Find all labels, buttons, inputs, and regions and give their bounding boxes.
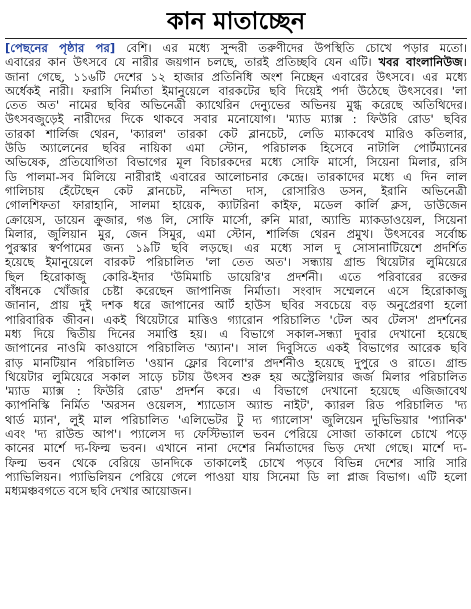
news-source-label: খবর বাংলানিউজ (378, 55, 463, 70)
article-line: মধ্যমঞ্চবগতে বসে ছবি দেখার আয়োজন। (5, 484, 192, 499)
article-line: অর্ধেকই নারী। ফরাসি নির্মাতা ইমানুয়েলে বারকটের ছবি দিয়েই পর্দা উঠেছে উৎসবের। 'লা (5, 83, 467, 98)
article-body (5, 41, 467, 607)
article-line: প্যাভিলিয়ন। প্যাভিলিয়ন পেরিয়ে গেলে পাওয়া যায় সিনেমা ডি লা প্লাজ বিভাগ। এটি হলো (5, 469, 467, 484)
article-line: থিয়েটার লুমিয়েরে সকাল সাড়ে চটায় উৎসব শুরু হয় অস্ট্রেলিয়ার জর্জ মিলার পরিচালিত (5, 369, 467, 384)
article-line: এবং 'দ্য রাউন্ড আপ'। প্যালেস দ্য ফেস্টিভ্যাল ভবন পেরিয়ে সোজা তাকালে চোখে পড়ে (5, 427, 467, 442)
article-line: জানান, প্রায় দুই দশক ধরে জাপানের আর্ট হাউস ছবির সবচেয়ে বড় অনুপ্রেরণা হলো (5, 298, 467, 313)
article-line (5, 55, 467, 69)
article-line: 'ম্যাড ম্যাক্স : ফিউরি রোড' প্রদর্শন করে। এ বিভাগে দেখানো হয়েছে এজিজাবেথ (5, 384, 467, 399)
article-line-text: বেশি। এর মধ্যে সুন্দরী তরুণীদের উপস্থিতি চোখে পড়ার মতো। (115, 41, 467, 55)
article-line: গালিচায় হেঁটেছেন কেট ব্লানচেট, নন্দিতা দাস, রোসারিও ডসন, ইরানি অভিনেত্রী (5, 183, 467, 198)
article-headline: কান মাতাচ্ছেন (166, 7, 306, 35)
article-line: অভিষেক, প্রতিযোগিতা বিভাগের মূল বিচারকদের মধ্যে সোফি মার্সো, সিয়েনা মিলার, রসি (5, 155, 467, 170)
article-line: তেত অত' নামের ছবির অভিনেত্রী ক্যাথেরিন দেন্যুভের অভিনয় মুগ্ধ করেছে অতিথিদের। (5, 98, 467, 113)
continued-from-label: [পেছনের পৃষ্ঠার পর] (5, 41, 116, 55)
article-line: ডি পালমা-সব মিলিয়ে নারীরাই এবারের আলোচনার কেন্দ্রে। তারকাদের মধ্যে এ দিন লাল (5, 169, 467, 184)
article-line: জাপানের নাওমি কাওয়াসে পরিচালিত 'অ্যান'। সাল দিবুসিতে একই বিভাগের আরেক ছবি (5, 341, 467, 356)
article-line: উডি অ্যালেনের ছবির নায়িকা এমা স্টোন, পরিচালক হিসেবে নাটালি পোর্টম্যানের (5, 141, 467, 156)
article-line: ফিল্ম ভবন থেকে বেরিয়ে ডানদিকে তাকালেই চোখে পড়বে বিভিন্ন দেশের সারি সারি (5, 455, 467, 470)
article-line: তারকা শার্লিজ থেরন, 'ক্যারল' তারকা কেট ব্লানচেট, লেডি ম্যাকবেথ মারিও কতিলার, (5, 126, 467, 141)
article-line: পারিবারিক জীবন। একই থিয়েটারে মাত্তিও গ্যারোন পরিচালিত 'টেল অব টেলস' প্রদর্শনের (5, 312, 467, 327)
article-line: গোলশিফতা ফারাহানি, সালমা হায়েক, ক্যাটরিনা কাইফ, মডেল কার্লি ক্লস, ডাউজেন (5, 198, 467, 213)
article-line: পুরস্কার স্বর্ণপামের জন্য ১৯টি ছবি লড়ছে। এর মধ্যে সাল দু সোসানাটিয়েশে প্রদর্শিত (5, 241, 467, 256)
article-line: বাঁধনকে খোঁজার চেষ্টা করেছেন জাপানিজ নির্মাতা। সংবাদ সম্মেলনে এসে হিরোকাজু (5, 284, 467, 299)
article-line: থার্ড ম্যান', লুই মাল পরিচালিত 'এলিভেটর টু দ্য গ্যালোস' জুলিয়েন দুভিভিয়ার 'প্যানিক' (5, 412, 467, 427)
article-line: মধ্য দিয়ে দ্বিতীয় দিনের সমাপ্তি হয়। এ বিভাগে সকাল-সন্ধ্যা দুবার দেখানো হয়েছে (5, 326, 467, 341)
article-line: মিলার, জুলিয়ান মুর, জেন সিমুর, এমা স্টোন, শার্লিজ থেরন প্রমুখ। উৎসবের সর্বোচ্চ (5, 226, 467, 241)
article-line: ক্যাপনিস্কি নির্মিত 'অরসন ওয়েলস, শ্যাডোস অ্যান্ড নাইট', ক্যারল রিড পরিচালিত 'দ্য (5, 398, 467, 413)
article-line-text: এবারের কান উৎসবে যে নারীর জয়গান চলছে, তারই প্রতিচ্ছবি যেন এটি। (5, 55, 372, 70)
article-line: হয়েছে ইমানুয়েলে বারকট পরিচালিত 'লা তেত অত'। সন্ধ্যায় গ্রান্ড থিয়েটার লুমিয়েরে (5, 255, 467, 270)
sentence-end: । (462, 55, 467, 70)
headline-divider (5, 38, 467, 39)
article-line (5, 41, 467, 55)
article-line: উৎসবজুড়েই নারীদের দিকে থাকবে সবার মনোযোগ। 'ম্যাড ম্যাক্স : ফিউরি রোড' ছবির (5, 112, 467, 127)
article-line: ক্রোয়েস, ডায়েন ক্রুজার, গঙ লি, সোফি মার্সো, রুনি মারা, অ্যান্ডি ম্যাকডাওয়েল, সিয়েনা (5, 212, 467, 227)
article-line: ছিল হিরোকাজু কোরি-ইদার 'উমিমাচি ডায়েরি'র প্রদর্শনী। এতে পরিবারের রক্তের (5, 269, 467, 284)
article-line: কানের মার্শে দ্য-ফিল্ম ভবন। এখানে নানা দেশের নির্মাতাদের ভিড় দেখা গেছে। মার্শে দ্য- (5, 441, 467, 456)
article-line: জানা গেছে, ১১৬টি দেশের ১২ হাজার প্রতিনিধি অংশ নিচ্ছেন এবারের উৎসবে। এর মধ্যে (5, 69, 467, 84)
article-line: রাড় মানটিয়ান পরিচালিত 'ওয়ান ফ্লোর বিলো'র প্রদর্শনীও হয়েছে দুপুরে ও রাতে। গ্রান্ড (5, 355, 467, 370)
